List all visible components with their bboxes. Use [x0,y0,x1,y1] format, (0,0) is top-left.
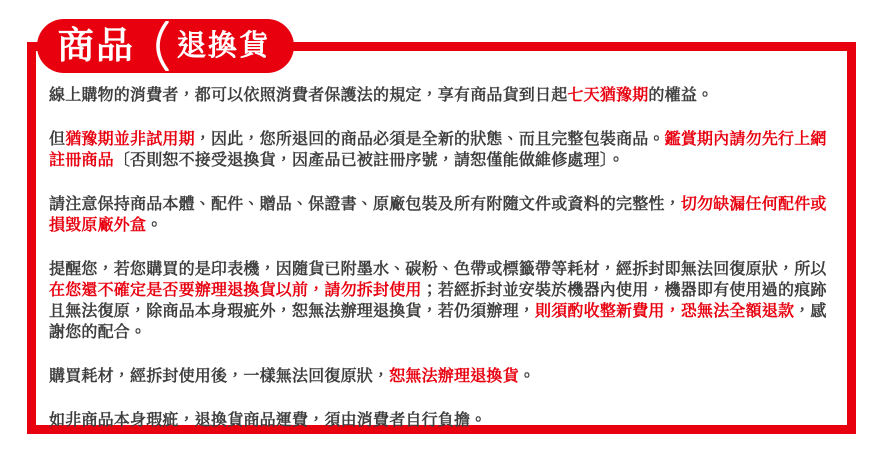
text-segment-red: 切勿缺漏任何配件或損毀原廠外盒 [49,196,827,234]
policy-paragraph [49,85,837,106]
content-frame [27,42,856,434]
text-segment-normal: 請注意保持商品本體、配件、贈品、保證書、原廠包裝及所有附隨文件或資料的完整性， [49,196,681,213]
header-badge [37,19,294,73]
policy-paragraph [49,366,837,387]
text-segment-normal: 。 [518,368,536,385]
text-segment-normal: 提醒您，若您購買的是印表機，因隨貨已附墨水、碳粉、色帶或標籤帶等耗材，經拆封即無法回復原狀，所以 [49,261,827,278]
text-segment-normal: 如非商品本身瑕疵，退換貨商品運費，須由消費者自行負擔。 [49,412,487,429]
text-segment-normal: 但 [49,131,66,148]
text-segment-red: 鑑賞期內請勿先行上網註冊商品 [49,131,827,169]
policy-paragraph [49,410,837,431]
policy-paragraph [49,129,837,171]
text-segment-normal: ，因此，您所退回的商品必須是全新的狀態、而且完整包裝商品。 [194,131,665,148]
text-segment-normal: 。 [146,217,163,234]
policy-paragraph [49,194,837,236]
policy-paragraph [49,259,837,343]
badge-title-product: 商品 [57,24,135,66]
text-segment-red: 在您還不確定是否要辦理退換貨以前，請勿拆封使用 [49,282,422,299]
badge-title-returns: 退換貨 [177,29,271,62]
text-segment-normal: 〔否則恕不接受退換貨，因產品已被註冊序號，請恕僅能做維修處理〕。 [113,152,625,169]
parenthesis-arc-icon [145,21,171,71]
policy-paragraphs [49,60,837,431]
text-segment-red: 七天猶豫期 [567,87,649,104]
text-segment-red: 則須酌收整新費用，恐無法全額退款 [535,303,795,320]
text-segment-normal: ；若經拆封並安裝於機器內使用，機器即有使用過的痕跡且無法復原，除商品本身瑕疵外，恕無法辦理退換貨，若仍須辦理， [49,282,827,320]
text-segment-normal: ，感謝您的配合。 [49,303,827,341]
text-segment-red: 猶豫期並非試用期 [65,131,195,148]
text-segment-normal: 的權益。 [648,87,714,104]
text-segment-normal: 線上購物的消費者，都可以依照消費者保護法的規定，享有商品貨到日起 [49,87,568,104]
text-segment-red: 恕無法辦理退換貨 [389,368,519,385]
text-segment-normal: 購買耗材，經拆封使用後，一樣無法回復原狀， [49,368,390,385]
